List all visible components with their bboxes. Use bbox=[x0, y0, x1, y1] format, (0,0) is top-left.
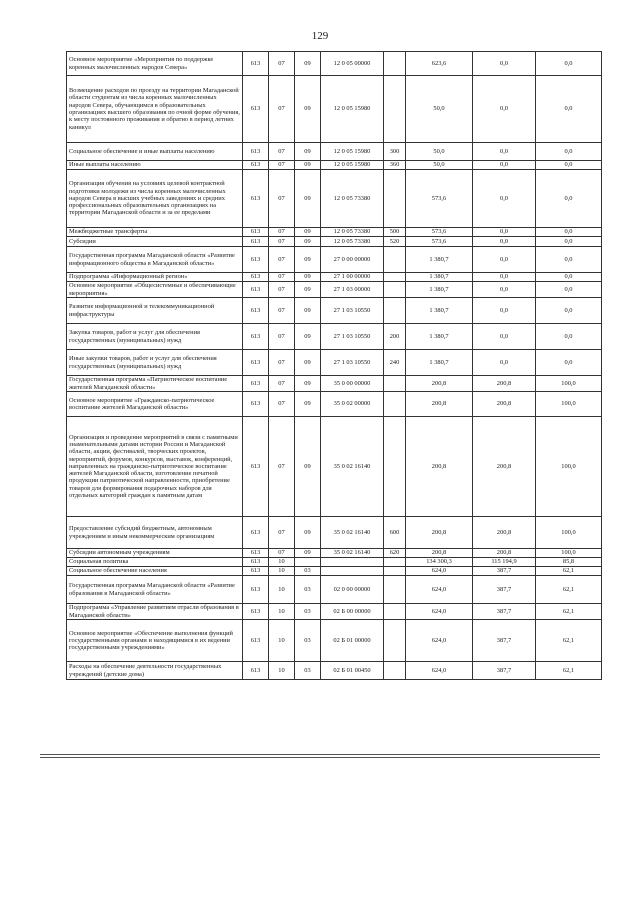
csr-cell bbox=[321, 567, 384, 576]
rz-cell: 10 bbox=[269, 620, 295, 662]
pr-cell: 09 bbox=[295, 417, 321, 517]
csr-cell: 12 0 05 73380 bbox=[321, 237, 384, 247]
row-name-cell: Возмещение расходов по проезду на территории Магаданской области студентам из числа коренных малочисленных народов Севера, обучающимся в образовательных организациях высшего образования по очной форме обучения, к месту постоянного проживания и обратно в период летних каникул bbox=[67, 76, 243, 143]
vr-cell: 520 bbox=[384, 237, 406, 247]
sum-fact-cell: 0,0 bbox=[473, 52, 536, 76]
ved-cell: 613 bbox=[243, 228, 269, 237]
ved-cell: 613 bbox=[243, 52, 269, 76]
sum-plan-cell: 573,6 bbox=[406, 228, 473, 237]
ved-cell: 613 bbox=[243, 282, 269, 298]
row-name-cell: Социальное обеспечение и иные выплаты населению bbox=[67, 143, 243, 161]
table-row bbox=[67, 237, 602, 247]
table-row bbox=[67, 298, 602, 324]
sum-fact-cell: 200,8 bbox=[473, 549, 536, 558]
csr-cell: 35 0 02 00000 bbox=[321, 392, 384, 417]
percent-cell: 85,8 bbox=[536, 558, 602, 567]
table-row bbox=[67, 324, 602, 350]
pr-cell: 09 bbox=[295, 324, 321, 350]
percent-cell: 100,0 bbox=[536, 549, 602, 558]
row-name-cell: Основное мероприятие «Мероприятия по поддержке коренных малочисленных народов Севера» bbox=[67, 52, 243, 76]
sum-fact-cell: 0,0 bbox=[473, 76, 536, 143]
percent-cell: 100,0 bbox=[536, 517, 602, 549]
percent-cell: 0,0 bbox=[536, 324, 602, 350]
row-name-cell: Организация обучения на условиях целевой контрактной подготовки молодежи из числа коренных малочисленных народов Севера в высших учебных заведениях и средних профессиональных образовательных организациях на территории Магаданской области и за ее пределами bbox=[67, 170, 243, 228]
vr-cell bbox=[384, 392, 406, 417]
sum-plan-cell: 134 300,3 bbox=[406, 558, 473, 567]
vr-cell bbox=[384, 52, 406, 76]
percent-cell: 0,0 bbox=[536, 76, 602, 143]
rz-cell: 07 bbox=[269, 161, 295, 170]
ved-cell: 613 bbox=[243, 273, 269, 282]
csr-cell: 27 0 00 00000 bbox=[321, 247, 384, 273]
sum-fact-cell: 200,8 bbox=[473, 392, 536, 417]
sum-fact-cell: 0,0 bbox=[473, 350, 536, 376]
csr-cell: 27 1 00 00000 bbox=[321, 273, 384, 282]
rz-cell: 07 bbox=[269, 228, 295, 237]
sum-fact-cell: 387,7 bbox=[473, 662, 536, 680]
pr-cell: 03 bbox=[295, 620, 321, 662]
vr-cell: 600 bbox=[384, 517, 406, 549]
ved-cell: 613 bbox=[243, 376, 269, 392]
sum-plan-cell: 624,0 bbox=[406, 620, 473, 662]
pr-cell: 03 bbox=[295, 662, 321, 680]
rz-cell: 07 bbox=[269, 392, 295, 417]
table-row bbox=[67, 170, 602, 228]
pr-cell: 09 bbox=[295, 170, 321, 228]
pr-cell: 03 bbox=[295, 576, 321, 604]
sum-plan-cell: 200,8 bbox=[406, 392, 473, 417]
ved-cell: 613 bbox=[243, 161, 269, 170]
rz-cell: 07 bbox=[269, 76, 295, 143]
csr-cell: 27 1 03 10550 bbox=[321, 298, 384, 324]
csr-cell: 12 0 05 73380 bbox=[321, 228, 384, 237]
csr-cell: 35 0 00 00000 bbox=[321, 376, 384, 392]
vr-cell bbox=[384, 662, 406, 680]
rz-cell: 07 bbox=[269, 143, 295, 161]
percent-cell: 100,0 bbox=[536, 417, 602, 517]
percent-cell: 62,1 bbox=[536, 620, 602, 662]
sum-fact-cell: 0,0 bbox=[473, 161, 536, 170]
row-name-cell: Закупка товаров, работ и услуг для обеспечения государственных (муниципальных) нужд bbox=[67, 324, 243, 350]
sum-fact-cell: 0,0 bbox=[473, 298, 536, 324]
percent-cell: 0,0 bbox=[536, 170, 602, 228]
rz-cell: 07 bbox=[269, 298, 295, 324]
sum-fact-cell: 0,0 bbox=[473, 247, 536, 273]
row-name-cell: Основное мероприятие «Общесистемные и обеспечивающие мероприятия» bbox=[67, 282, 243, 298]
row-name-cell: Иные выплаты населению bbox=[67, 161, 243, 170]
sum-plan-cell: 1 380,7 bbox=[406, 273, 473, 282]
ved-cell: 613 bbox=[243, 517, 269, 549]
table-row bbox=[67, 392, 602, 417]
sum-plan-cell: 200,8 bbox=[406, 549, 473, 558]
rz-cell: 07 bbox=[269, 282, 295, 298]
rz-cell: 07 bbox=[269, 237, 295, 247]
percent-cell: 62,1 bbox=[536, 576, 602, 604]
vr-cell bbox=[384, 247, 406, 273]
rz-cell: 10 bbox=[269, 662, 295, 680]
pr-cell: 03 bbox=[295, 567, 321, 576]
ved-cell: 613 bbox=[243, 604, 269, 620]
rz-cell: 07 bbox=[269, 549, 295, 558]
sum-fact-cell: 0,0 bbox=[473, 273, 536, 282]
percent-cell: 0,0 bbox=[536, 143, 602, 161]
csr-cell: 12 0 05 15980 bbox=[321, 161, 384, 170]
pr-cell: 09 bbox=[295, 76, 321, 143]
sum-plan-cell: 50,0 bbox=[406, 76, 473, 143]
row-name-cell: Развитие информационной и телекоммуникационной инфраструктуры bbox=[67, 298, 243, 324]
vr-cell: 360 bbox=[384, 161, 406, 170]
csr-cell: 35 0 02 16140 bbox=[321, 517, 384, 549]
table-row bbox=[67, 517, 602, 549]
sum-fact-cell: 200,8 bbox=[473, 376, 536, 392]
ved-cell: 613 bbox=[243, 417, 269, 517]
csr-cell: 12 0 05 00000 bbox=[321, 52, 384, 76]
table-row bbox=[67, 228, 602, 237]
percent-cell: 0,0 bbox=[536, 237, 602, 247]
percent-cell: 0,0 bbox=[536, 298, 602, 324]
csr-cell bbox=[321, 558, 384, 567]
csr-cell: 27 1 03 00000 bbox=[321, 282, 384, 298]
table-row bbox=[67, 604, 602, 620]
csr-cell: 02 0 00 00000 bbox=[321, 576, 384, 604]
table-row bbox=[67, 558, 602, 567]
rz-cell: 07 bbox=[269, 376, 295, 392]
ved-cell: 613 bbox=[243, 143, 269, 161]
percent-cell: 0,0 bbox=[536, 273, 602, 282]
sum-plan-cell: 573,6 bbox=[406, 237, 473, 247]
csr-cell: 02 Б 01 00450 bbox=[321, 662, 384, 680]
sum-fact-cell: 200,8 bbox=[473, 517, 536, 549]
rz-cell: 10 bbox=[269, 604, 295, 620]
percent-cell: 100,0 bbox=[536, 376, 602, 392]
csr-cell: 02 Б 01 00000 bbox=[321, 620, 384, 662]
vr-cell bbox=[384, 620, 406, 662]
vr-cell bbox=[384, 282, 406, 298]
percent-cell: 0,0 bbox=[536, 52, 602, 76]
pr-cell: 09 bbox=[295, 247, 321, 273]
percent-cell: 0,0 bbox=[536, 350, 602, 376]
ved-cell: 613 bbox=[243, 558, 269, 567]
csr-cell: 35 0 02 16140 bbox=[321, 549, 384, 558]
row-name-cell: Государственная программа Магаданской области «Развитие информационного общества в Магаданской области» bbox=[67, 247, 243, 273]
row-name-cell: Расходы на обеспечение деятельности государственных учреждений (детские дома) bbox=[67, 662, 243, 680]
rz-cell: 07 bbox=[269, 247, 295, 273]
rz-cell: 07 bbox=[269, 417, 295, 517]
row-name-cell: Субсидии автономным учреждениям bbox=[67, 549, 243, 558]
ved-cell: 613 bbox=[243, 324, 269, 350]
sum-plan-cell: 50,0 bbox=[406, 161, 473, 170]
row-name-cell: Основное мероприятие «Гражданско-патриотическое воспитание жителей Магаданской области» bbox=[67, 392, 243, 417]
row-name-cell: Организация и проведение мероприятий в связи с памятными знаменательными датами истории России и Магаданской области, акции, фестивалей, творческих проектов, мероприятий, форумов, конкурсов, выставок, конференций, направленных на гражданско-патриотическое воспитание жителей Магаданской области, изготовление печатной продукции патриотической направленности, приобретение товаров для формирования подарочных наборов для отдельных категорий граждан к памятным датам bbox=[67, 417, 243, 517]
divider-line bbox=[40, 754, 600, 755]
sum-plan-cell: 200,8 bbox=[406, 376, 473, 392]
table-row bbox=[67, 247, 602, 273]
pr-cell: 09 bbox=[295, 143, 321, 161]
ved-cell: 613 bbox=[243, 76, 269, 143]
sum-fact-cell: 0,0 bbox=[473, 324, 536, 350]
sum-fact-cell: 0,0 bbox=[473, 170, 536, 228]
sum-plan-cell: 200,8 bbox=[406, 417, 473, 517]
row-name-cell: Подпрограмма «Управление развитием отрасли образования в Магаданской области» bbox=[67, 604, 243, 620]
page-number: 129 bbox=[311, 30, 329, 42]
vr-cell bbox=[384, 576, 406, 604]
table-row bbox=[67, 282, 602, 298]
vr-cell: 200 bbox=[384, 324, 406, 350]
sum-plan-cell: 1 380,7 bbox=[406, 350, 473, 376]
table-row bbox=[67, 143, 602, 161]
rz-cell: 10 bbox=[269, 558, 295, 567]
percent-cell: 62,1 bbox=[536, 662, 602, 680]
row-name-cell: Иные закупки товаров, работ и услуг для обеспечения государственных (муниципальных) нужд bbox=[67, 350, 243, 376]
pr-cell: 09 bbox=[295, 376, 321, 392]
pr-cell: 09 bbox=[295, 52, 321, 76]
vr-cell: 300 bbox=[384, 143, 406, 161]
table-row bbox=[67, 417, 602, 517]
vr-cell: 240 bbox=[384, 350, 406, 376]
pr-cell: 03 bbox=[295, 604, 321, 620]
budget-table bbox=[66, 51, 602, 680]
rz-cell: 07 bbox=[269, 517, 295, 549]
rz-cell: 07 bbox=[269, 170, 295, 228]
ved-cell: 613 bbox=[243, 392, 269, 417]
percent-cell: 100,0 bbox=[536, 392, 602, 417]
csr-cell: 12 0 05 15980 bbox=[321, 143, 384, 161]
rz-cell: 07 bbox=[269, 324, 295, 350]
percent-cell: 0,0 bbox=[536, 282, 602, 298]
sum-fact-cell: 0,0 bbox=[473, 228, 536, 237]
sum-plan-cell: 1 380,7 bbox=[406, 324, 473, 350]
ved-cell: 613 bbox=[243, 620, 269, 662]
row-name-cell: Подпрограмма «Информационный регион» bbox=[67, 273, 243, 282]
sum-plan-cell: 1 380,7 bbox=[406, 247, 473, 273]
vr-cell bbox=[384, 558, 406, 567]
percent-cell: 62,1 bbox=[536, 567, 602, 576]
percent-cell: 0,0 bbox=[536, 228, 602, 237]
rz-cell: 07 bbox=[269, 52, 295, 76]
row-name-cell: Основное мероприятие «Обеспечение выполнения функций государственными органами и находящимися в их ведении государственными учреждениями» bbox=[67, 620, 243, 662]
vr-cell bbox=[384, 376, 406, 392]
sum-plan-cell: 1 380,7 bbox=[406, 282, 473, 298]
table-row bbox=[67, 662, 602, 680]
sum-plan-cell: 624,0 bbox=[406, 567, 473, 576]
pr-cell: 09 bbox=[295, 228, 321, 237]
row-name-cell: Субсидии bbox=[67, 237, 243, 247]
vr-cell: 620 bbox=[384, 549, 406, 558]
rz-cell: 10 bbox=[269, 576, 295, 604]
vr-cell bbox=[384, 273, 406, 282]
rz-cell: 07 bbox=[269, 273, 295, 282]
ved-cell: 613 bbox=[243, 662, 269, 680]
rz-cell: 07 bbox=[269, 350, 295, 376]
table-body bbox=[67, 52, 602, 680]
table-row bbox=[67, 52, 602, 76]
row-name-cell: Социальное обеспечение населения bbox=[67, 567, 243, 576]
sum-fact-cell: 0,0 bbox=[473, 237, 536, 247]
sum-plan-cell: 624,0 bbox=[406, 662, 473, 680]
percent-cell: 0,0 bbox=[536, 161, 602, 170]
pr-cell bbox=[295, 558, 321, 567]
table-row bbox=[67, 620, 602, 662]
sum-plan-cell: 1 380,7 bbox=[406, 298, 473, 324]
vr-cell bbox=[384, 76, 406, 143]
pr-cell: 09 bbox=[295, 350, 321, 376]
rz-cell: 10 bbox=[269, 567, 295, 576]
csr-cell: 27 1 03 10550 bbox=[321, 350, 384, 376]
csr-cell: 12 0 05 73380 bbox=[321, 170, 384, 228]
csr-cell: 02 Б 00 00000 bbox=[321, 604, 384, 620]
sum-fact-cell: 387,7 bbox=[473, 604, 536, 620]
ved-cell: 613 bbox=[243, 350, 269, 376]
sum-fact-cell: 200,8 bbox=[473, 417, 536, 517]
ved-cell: 613 bbox=[243, 576, 269, 604]
table-row bbox=[67, 376, 602, 392]
csr-cell: 12 0 05 15980 bbox=[321, 76, 384, 143]
vr-cell bbox=[384, 298, 406, 324]
sum-plan-cell: 573,6 bbox=[406, 170, 473, 228]
percent-cell: 62,1 bbox=[536, 604, 602, 620]
pr-cell: 09 bbox=[295, 549, 321, 558]
csr-cell: 35 0 02 16140 bbox=[321, 417, 384, 517]
pr-cell: 09 bbox=[295, 517, 321, 549]
table-row bbox=[67, 549, 602, 558]
pr-cell: 09 bbox=[295, 392, 321, 417]
sum-plan-cell: 624,0 bbox=[406, 604, 473, 620]
table-row bbox=[67, 76, 602, 143]
sum-fact-cell: 387,7 bbox=[473, 576, 536, 604]
csr-cell: 27 1 03 10550 bbox=[321, 324, 384, 350]
sum-fact-cell: 0,0 bbox=[473, 282, 536, 298]
sum-fact-cell: 387,7 bbox=[473, 620, 536, 662]
sum-plan-cell: 200,8 bbox=[406, 517, 473, 549]
row-name-cell: Социальная политика bbox=[67, 558, 243, 567]
vr-cell bbox=[384, 170, 406, 228]
percent-cell: 0,0 bbox=[536, 247, 602, 273]
ved-cell: 613 bbox=[243, 237, 269, 247]
ved-cell: 613 bbox=[243, 567, 269, 576]
table-row bbox=[67, 576, 602, 604]
row-name-cell: Государственная программа «Патриотическое воспитание жителей Магаданской области» bbox=[67, 376, 243, 392]
ved-cell: 613 bbox=[243, 170, 269, 228]
ved-cell: 613 bbox=[243, 247, 269, 273]
pr-cell: 09 bbox=[295, 161, 321, 170]
table-row bbox=[67, 350, 602, 376]
vr-cell bbox=[384, 604, 406, 620]
vr-cell: 500 bbox=[384, 228, 406, 237]
table-row bbox=[67, 273, 602, 282]
vr-cell bbox=[384, 417, 406, 517]
table-row bbox=[67, 567, 602, 576]
row-name-cell: Межбюджетные трансферты bbox=[67, 228, 243, 237]
row-name-cell: Государственная программа Магаданской области «Развитие образования в Магаданской области» bbox=[67, 576, 243, 604]
sum-plan-cell: 623,6 bbox=[406, 52, 473, 76]
row-name-cell: Предоставление субсидий бюджетным, автономным учреждениям и иным некоммерческим организациям bbox=[67, 517, 243, 549]
divider-line bbox=[40, 757, 600, 758]
ved-cell: 613 bbox=[243, 549, 269, 558]
pr-cell: 09 bbox=[295, 298, 321, 324]
ved-cell: 613 bbox=[243, 298, 269, 324]
table-row bbox=[67, 161, 602, 170]
sum-plan-cell: 624,0 bbox=[406, 576, 473, 604]
pr-cell: 09 bbox=[295, 273, 321, 282]
sum-plan-cell: 50,0 bbox=[406, 143, 473, 161]
sum-fact-cell: 115 194,9 bbox=[473, 558, 536, 567]
vr-cell bbox=[384, 567, 406, 576]
sum-fact-cell: 0,0 bbox=[473, 143, 536, 161]
sum-fact-cell: 387,7 bbox=[473, 567, 536, 576]
pr-cell: 09 bbox=[295, 282, 321, 298]
pr-cell: 09 bbox=[295, 237, 321, 247]
